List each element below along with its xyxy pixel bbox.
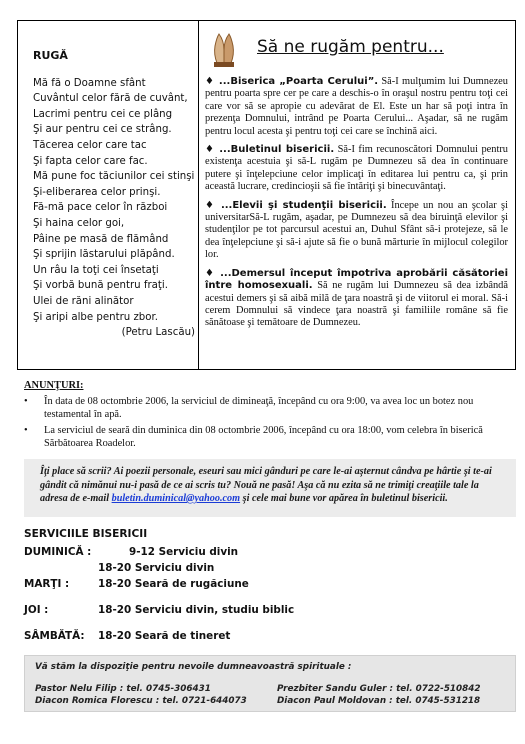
announcement-text: În data de 08 octombrie 2006, la serviciul de dimineaţă, începând cu ora 9:00, va avea loc un botez nou testamental în apă. — [44, 396, 474, 420]
email-link[interactable]: buletin.duminical@yahoo.com — [111, 493, 241, 504]
poem — [33, 48, 195, 341]
announcements — [24, 379, 514, 450]
prayer-item-text: Să-I fim recunoscători Domnului pentru existenţa acestuia şi să-L rugăm pe Dumnezeu să dea în continuare putere şi înţelepciune celor implicaţi în editarea lui pentru ca, şi prin această lucrare, credincioşii să fie întăriţi şi binecuvântaţi. — [205, 144, 508, 193]
contact-deacon-2: Diacon Paul Moldovan : tel. 0745-531218 — [277, 696, 481, 706]
poem-line: Mă pune foc tăciunilor cei stinşi — [33, 171, 195, 183]
announcement-item — [24, 424, 514, 450]
services-title: SERVICIILE BISERICII — [24, 528, 148, 540]
prayer-item-title: ...Elevii şi studenţii bisericii. — [220, 199, 387, 211]
contact-elder: Prezbiter Sandu Guler : tel. 0722-510842 — [277, 684, 481, 694]
banner-text-end: şi cele mai bune vor apărea în buletinul bisericii. — [242, 493, 448, 504]
banner-text: Îţi place să scrii? Ai poezii personale, eseuri sau mici gânduri pe care le-ai aşternut cândva pe hârtie şi te-ai gândit că nimănui nu-i pasă de ce ai scris tu? Nouă ne pasă! Aşa că nu ezita să ne trimiţi creaţiile tale la adresa de e-mail — [40, 466, 492, 504]
contact-pastor: Pastor Nelu Filip : tel. 0745-306431 — [35, 684, 211, 694]
contact-box — [24, 655, 516, 712]
poem-line: Tăcerea celor care tac — [33, 139, 147, 151]
submission-banner — [24, 459, 516, 517]
schedule-row: 18-20 Serviciu divin — [98, 562, 215, 574]
schedule-row: JOI : 18-20 Serviciu divin, studiu biblic — [24, 604, 295, 616]
announcements-title: ANUNŢURI: — [24, 380, 84, 391]
prayer-item: ♦ ...Demersul început împotriva aprobării căsătoriei între homosexuali. Să ne rugăm lui Dumnezeu să dea izbândă acestui demers şi să aibă milă de ţara noastră şi de viitorul ei moral. Să-i cerem Domnului să vindece ţara noastră şi familiile române să fie sănătoase şi temătoare de Dumnezeu. — [205, 267, 508, 329]
schedule-row: MARŢI : 18-20 Seară de rugăciune — [24, 578, 249, 590]
bullet-icon: • — [24, 396, 28, 407]
prayer-item-text: Să-I mulţumim lui Dumnezeu pentru poarta spre cer pe care a deschis-o în oraşul nostru pentru toţi cei care vor să se apropie cu adevărat de El. Este un har să poţi intra în prezenţa Domnului, intrând pe Poarta Cerului... Aşadar, să ne rugăm pentru locul acesta şi pentru toţi cei care se închină aici. — [205, 76, 508, 137]
prayer-item-text: Începe un nou an şcolar şi universitarSă-L rugăm, aşadar, pe Dumnezeu să dea biruinţă elevilor şi studenţilor pe tot parcursul acestui an, Duhul Sfânt să-i protejeze, să le dea înţelepciune şi să-i ajute să fie o bună mărturie în mijlocul colegilor lor. — [205, 199, 508, 261]
praying-hands-icon — [205, 30, 243, 68]
announcement-item — [24, 395, 514, 421]
prayer-item: ♦ ...Elevii şi studenţii bisericii. Începe un nou an şcolar şi universitarSă-L rugăm, aşadar, pe Dumnezeu să dea biruinţă elevilor şi studenţilor pe tot parcursul acestui an, Duhul Sfânt să-i protejeze, să le dea înţelepciune şi să-i ajute să fie o bună mărturie în mijlocul colegilor lor. — [205, 199, 508, 261]
prayer-item: ♦ ...Biserica „Poarta Cerului”. Să-I mulţumim lui Dumnezeu pentru poarta spre cer pe care a deschis-o în oraşul nostru pentru toţi cei care vor să se apropie cu adevărat de El. Este un har să poţi intra în prezenţa Domnului, intrând pe Poarta Cerului... Aşadar, să ne rugăm pentru locul acesta şi pentru toţi cei care se închină aici. — [205, 76, 508, 137]
schedule-row: DUMINICĂ : 9-12 Serviciu divin — [24, 546, 239, 558]
prayer-item: ♦ ...Buletinul bisericii. Să-I fim recunoscători Domnului pentru existenţa acestuia şi să-L rugăm pe Dumnezeu să dea în continuare putere şi înţelepciune celor implicaţi în editarea lui pentru ca, şi prin această lucrare, credincioşii să fie întăriţi şi binecuvântaţi. — [205, 144, 508, 193]
poem-line: Şi aripi albe pentru zbor. — [33, 311, 158, 323]
poem-line: Ulei de răni alinător — [33, 295, 134, 307]
prayer-list — [205, 76, 508, 336]
poem-line: Şi aur pentru cei ce strâng. — [33, 124, 172, 136]
poem-line: Şi-eliberarea celor prinşi. — [33, 186, 161, 198]
poem-line: Şi sprijin lăstarului plăpând. — [33, 249, 175, 261]
prayer-item-title: ...Biserica „Poarta Cerului”. — [218, 76, 379, 87]
poem-line: Un râu la toţi cei însetaţi — [33, 264, 159, 276]
prayer-heading: Să ne rugăm pentru... — [257, 37, 444, 57]
poem-author: (Petru Lascău) — [121, 327, 195, 339]
poem-line: Lacrimi pentru cei ce plâng — [33, 108, 173, 120]
prayer-item-title: ...Buletinul bisericii. — [219, 144, 335, 156]
prayer-item-text: Să ne rugăm lui Dumnezeu să dea izbândă acestui demers şi să aibă milă de ţara noastră şi de viitorul ei moral. Să-i cerem Domnului să vindece ţara noastră şi familiile române să fie sănătoase şi temătoare de Dumnezeu. — [205, 280, 508, 329]
poem-line: Fă-mă pace celor în război — [33, 202, 168, 214]
prayer-item-title: ...Demersul început împotriva aprobării căsătoriei între homosexuali. — [205, 267, 508, 292]
poem-title: RUGĂ — [33, 49, 68, 62]
poem-line: Şi vorbă bună pentru fraţi. — [33, 280, 168, 292]
poem-line: Şi fapta celor care fac. — [33, 155, 148, 167]
poem-line: Cuvântul celor fără de cuvânt, — [33, 93, 188, 105]
schedule-row: SÂMBĂTĂ: 18-20 Seară de tineret — [24, 630, 231, 642]
poem-line: Şi haina celor goi, — [33, 217, 125, 229]
services-schedule — [24, 528, 324, 645]
poem-line: Pâine pe masă de flămând — [33, 233, 169, 245]
contact-intro: Vă stăm la dispoziţie pentru nevoile dumneavoastră spirituale : — [35, 662, 352, 672]
column-divider — [198, 20, 199, 370]
poem-line: Mă fă o Doamne sfânt — [33, 77, 146, 89]
contact-deacon-1: Diacon Romica Florescu : tel. 0721-644073 — [35, 696, 247, 706]
bullet-icon: • — [24, 425, 28, 436]
announcement-text: La serviciul de seară din duminica din 08 octombrie 2006, începând cu ora 18:00, vom celebra în biserică Sărbătoarea Roadelor. — [44, 425, 483, 449]
